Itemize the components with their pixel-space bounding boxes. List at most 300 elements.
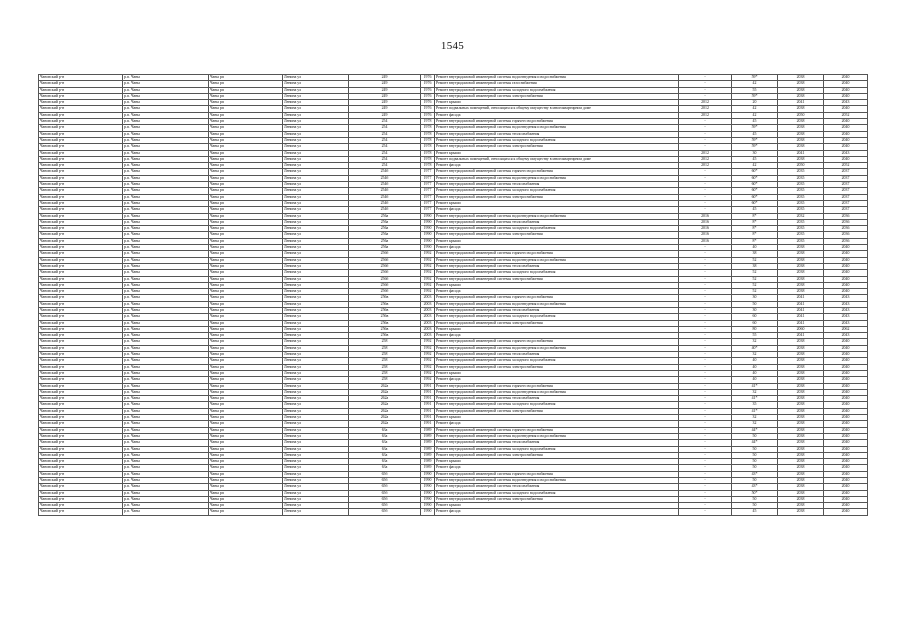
locality-cell: Чаны рп [209, 188, 283, 194]
plan-start-cell: 2038 [778, 93, 824, 99]
wear-percent-cell: 8* [732, 238, 778, 244]
year-built-cell: 1992 [421, 276, 435, 282]
year-built-cell: 1976 [421, 100, 435, 106]
plan-end-cell: 2043 [824, 320, 868, 326]
work-type-cell: Ремонт внутридомовой инженерной системы горячего водоснабжения [435, 119, 679, 125]
plan-start-cell: 2038 [778, 364, 824, 370]
year-built-cell: 1992 [421, 289, 435, 295]
wear-percent-cell: 32 [732, 421, 778, 427]
house-number-cell: 262a [349, 396, 421, 402]
locality-cell: Чаны рп [209, 106, 283, 112]
plan-start-cell: 2035 [778, 188, 824, 194]
plan-start-cell: 2060 [778, 326, 824, 332]
district-cell: Чановский р-н [39, 396, 123, 402]
locality-cell: Чаны рп [209, 370, 283, 376]
plan-start-cell: 2038 [778, 421, 824, 427]
plan-end-cell: 2040 [824, 289, 868, 295]
locality-cell: Чаны рп [209, 150, 283, 156]
district-cell: Чановский р-н [39, 484, 123, 490]
locality-cell: Чаны рп [209, 100, 283, 106]
last-repair-year-cell: - [679, 194, 732, 200]
district-cell: Чановский р-н [39, 307, 123, 313]
locality-cell: Чаны рп [209, 93, 283, 99]
work-type-cell: Ремонт внутридомовой инженерной системы электроснабжения [435, 408, 679, 414]
house-number-cell: 254б [349, 207, 421, 213]
work-type-cell: Ремонт внутридомовой инженерной системы горячего водоснабжения [435, 169, 679, 175]
plan-end-cell: 2040 [824, 75, 868, 81]
settlement-cell: р.п. Чаны [123, 364, 209, 370]
work-type-cell: Ремонт крыши [435, 503, 679, 509]
plan-end-cell: 2040 [824, 396, 868, 402]
plan-end-cell: 2040 [824, 156, 868, 162]
plan-end-cell: 2043 [824, 295, 868, 301]
district-cell: Чановский р-н [39, 459, 123, 465]
last-repair-year-cell: - [679, 326, 732, 332]
house-number-cell: 63a [349, 440, 421, 446]
plan-end-cell: 2040 [824, 440, 868, 446]
plan-end-cell: 2040 [824, 471, 868, 477]
street-cell: Ленина ул [283, 383, 349, 389]
settlement-cell: р.п. Чаны [123, 219, 209, 225]
work-type-cell: Ремонт внутридомовой инженерной системы теплоснабжения [435, 396, 679, 402]
last-repair-year-cell: - [679, 484, 732, 490]
plan-end-cell: 2040 [824, 263, 868, 269]
last-repair-year-cell: - [679, 496, 732, 502]
wear-percent-cell: 50 [732, 433, 778, 439]
year-built-cell: 1977 [421, 182, 435, 188]
district-cell: Чановский р-н [39, 301, 123, 307]
plan-end-cell: 2036 [824, 226, 868, 232]
settlement-cell: р.п. Чаны [123, 503, 209, 509]
street-cell: Ленина ул [283, 150, 349, 156]
work-type-cell: Ремонт внутридомовой инженерной системы электроснабжения [435, 364, 679, 370]
plan-end-cell: 2037 [824, 207, 868, 213]
plan-end-cell: 2040 [824, 358, 868, 364]
locality-cell: Чаны рп [209, 509, 283, 515]
house-number-cell: 258 [349, 377, 421, 383]
locality-cell: Чаны рп [209, 364, 283, 370]
settlement-cell: р.п. Чаны [123, 459, 209, 465]
last-repair-year-cell: - [679, 345, 732, 351]
year-built-cell: 1990 [421, 478, 435, 484]
district-cell: Чановский р-н [39, 503, 123, 509]
house-number-cell: 65б [349, 490, 421, 496]
plan-end-cell: 2040 [824, 251, 868, 257]
plan-start-cell: 2050 [778, 163, 824, 169]
house-number-cell: 254 [349, 137, 421, 143]
wear-percent-cell: 30 [732, 307, 778, 313]
house-number-cell: 254б [349, 200, 421, 206]
street-cell: Ленина ул [283, 333, 349, 339]
last-repair-year-cell: - [679, 358, 732, 364]
district-cell: Чановский р-н [39, 478, 123, 484]
district-cell: Чановский р-н [39, 219, 123, 225]
district-cell: Чановский р-н [39, 452, 123, 458]
street-cell: Ленина ул [283, 389, 349, 395]
plan-end-cell: 2040 [824, 402, 868, 408]
wear-percent-cell: 8* [732, 226, 778, 232]
street-cell: Ленина ул [283, 131, 349, 137]
street-cell: Ленина ул [283, 245, 349, 251]
plan-start-cell: 2038 [778, 75, 824, 81]
district-cell: Чановский р-н [39, 333, 123, 339]
last-repair-year-cell: - [679, 257, 732, 263]
last-repair-year-cell: - [679, 509, 732, 515]
plan-start-cell: 2038 [778, 137, 824, 143]
work-type-cell: Ремонт внутридомовой инженерной системы холодного водоснабжения [435, 446, 679, 452]
settlement-cell: р.п. Чаны [123, 333, 209, 339]
year-built-cell: 1978 [421, 119, 435, 125]
district-cell: Чановский р-н [39, 131, 123, 137]
year-built-cell: 1977 [421, 200, 435, 206]
district-cell: Чановский р-н [39, 119, 123, 125]
wear-percent-cell: 30 [732, 295, 778, 301]
last-repair-year-cell: - [679, 503, 732, 509]
work-type-cell: Ремонт внутридомовой инженерной системы холодного водоснабжения [435, 188, 679, 194]
last-repair-year-cell: - [679, 389, 732, 395]
district-cell: Чановский р-н [39, 175, 123, 181]
plan-end-cell: 2040 [824, 446, 868, 452]
work-type-cell: Ремонт внутридомовой инженерной системы водоотведения и водоснабжения [435, 433, 679, 439]
district-cell: Чановский р-н [39, 87, 123, 93]
house-number-cell: 262a [349, 415, 421, 421]
settlement-cell: р.п. Чаны [123, 207, 209, 213]
work-type-cell: Ремонт внутридомовой инженерной системы холодного водоснабжения [435, 87, 679, 93]
work-type-cell: Ремонт внутридомовой инженерной системы теплоснабжения [435, 219, 679, 225]
plan-end-cell: 2040 [824, 459, 868, 465]
street-cell: Ленина ул [283, 106, 349, 112]
year-built-cell: 2003 [421, 314, 435, 320]
work-type-cell: Ремонт внутридомовой инженерной системы водоотведения и водоснабжения [435, 257, 679, 263]
work-type-cell: Ремонт внутридомовой инженерной системы теплоснабжения [435, 182, 679, 188]
year-built-cell: 2003 [421, 295, 435, 301]
year-built-cell: 1990 [421, 232, 435, 238]
last-repair-year-cell: 2012 [679, 163, 732, 169]
district-cell: Чановский р-н [39, 270, 123, 276]
wear-percent-cell: 60* [732, 175, 778, 181]
last-repair-year-cell: - [679, 471, 732, 477]
year-built-cell: 1977 [421, 169, 435, 175]
year-built-cell: 1989 [421, 459, 435, 465]
plan-end-cell: 2037 [824, 200, 868, 206]
year-built-cell: 2003 [421, 301, 435, 307]
plan-end-cell: 2040 [824, 352, 868, 358]
wear-percent-cell: 40 [732, 364, 778, 370]
plan-start-cell: 2038 [778, 465, 824, 471]
locality-cell: Чаны рп [209, 238, 283, 244]
year-built-cell: 1977 [421, 175, 435, 181]
house-number-cell: 249 [349, 106, 421, 112]
settlement-cell: р.п. Чаны [123, 232, 209, 238]
plan-start-cell: 2035 [778, 226, 824, 232]
last-repair-year-cell: - [679, 307, 732, 313]
plan-end-cell: 2040 [824, 465, 868, 471]
plan-end-cell: 2036 [824, 213, 868, 219]
wear-percent-cell: 43* [732, 471, 778, 477]
plan-start-cell: 2041 [778, 301, 824, 307]
last-repair-year-cell: - [679, 352, 732, 358]
work-type-cell: Ремонт внутридомовой инженерной системы горячего водоснабжения [435, 295, 679, 301]
street-cell: Ленина ул [283, 175, 349, 181]
work-type-cell: Ремонт внутридомовой инженерной системы водоотведения и водоснабжения [435, 301, 679, 307]
plan-start-cell: 2038 [778, 106, 824, 112]
locality-cell: Чаны рп [209, 421, 283, 427]
year-built-cell: 2003 [421, 307, 435, 313]
settlement-cell: р.п. Чаны [123, 112, 209, 118]
street-cell: Ленина ул [283, 496, 349, 502]
wear-percent-cell: 38 [732, 251, 778, 257]
wear-percent-cell: 59* [732, 75, 778, 81]
plan-start-cell: 2050 [778, 112, 824, 118]
year-built-cell: 1992 [421, 257, 435, 263]
district-cell: Чановский р-н [39, 320, 123, 326]
district-cell: Чановский р-н [39, 389, 123, 395]
locality-cell: Чаны рп [209, 194, 283, 200]
last-repair-year-cell: - [679, 125, 732, 131]
page-number: 1545 [440, 40, 465, 52]
wear-percent-cell: 59* [732, 144, 778, 150]
house-number-cell: 256a [349, 245, 421, 251]
locality-cell: Чаны рп [209, 245, 283, 251]
plan-start-cell: 2041 [778, 333, 824, 339]
plan-end-cell: 2040 [824, 377, 868, 383]
last-repair-year-cell: - [679, 396, 732, 402]
locality-cell: Чаны рп [209, 415, 283, 421]
last-repair-year-cell: - [679, 490, 732, 496]
street-cell: Ленина ул [283, 490, 349, 496]
settlement-cell: р.п. Чаны [123, 150, 209, 156]
year-built-cell: 1991 [421, 421, 435, 427]
plan-start-cell: 2032 [778, 213, 824, 219]
table-row [39, 509, 868, 515]
street-cell: Ленина ул [283, 345, 349, 351]
work-type-cell: Ремонт внутридомовой инженерной системы водоотведения и водоснабжения [435, 175, 679, 181]
work-type-cell: Ремонт подвальных помещений, относящихся к общему имуществу в многоквартирном доме [435, 106, 679, 112]
locality-cell: Чаны рп [209, 396, 283, 402]
locality-cell: Чаны рп [209, 226, 283, 232]
plan-start-cell: 2038 [778, 131, 824, 137]
last-repair-year-cell: - [679, 339, 732, 345]
last-repair-year-cell: - [679, 427, 732, 433]
street-cell: Ленина ул [283, 452, 349, 458]
last-repair-year-cell: 2012 [679, 100, 732, 106]
year-built-cell: 1978 [421, 163, 435, 169]
house-number-cell: 256a [349, 238, 421, 244]
district-cell: Чановский р-н [39, 232, 123, 238]
house-number-cell: 63a [349, 433, 421, 439]
house-number-cell: 63a [349, 427, 421, 433]
wear-percent-cell: 35 [732, 402, 778, 408]
district-cell: Чановский р-н [39, 490, 123, 496]
house-number-cell: 249 [349, 87, 421, 93]
year-built-cell: 1989 [421, 452, 435, 458]
locality-cell: Чаны рп [209, 352, 283, 358]
plan-start-cell: 2041 [778, 314, 824, 320]
street-cell: Ленина ул [283, 446, 349, 452]
locality-cell: Чаны рп [209, 433, 283, 439]
district-cell: Чановский р-н [39, 471, 123, 477]
year-built-cell: 1990 [421, 496, 435, 502]
district-cell: Чановский р-н [39, 421, 123, 427]
plan-end-cell: 2040 [824, 421, 868, 427]
wear-percent-cell: 50 [732, 503, 778, 509]
wear-percent-cell: 50 [732, 459, 778, 465]
last-repair-year-cell: - [679, 93, 732, 99]
last-repair-year-cell: - [679, 175, 732, 181]
house-number-cell: 254 [349, 163, 421, 169]
wear-percent-cell: 80 [732, 326, 778, 332]
year-built-cell: 1976 [421, 112, 435, 118]
last-repair-year-cell: - [679, 81, 732, 87]
last-repair-year-cell: - [679, 377, 732, 383]
wear-percent-cell: 60* [732, 169, 778, 175]
plan-end-cell: 2043 [824, 301, 868, 307]
house-number-cell: 254б [349, 182, 421, 188]
settlement-cell: р.п. Чаны [123, 131, 209, 137]
settlement-cell: р.п. Чаны [123, 415, 209, 421]
wear-percent-cell: 8* [732, 232, 778, 238]
settlement-cell: р.п. Чаны [123, 289, 209, 295]
last-repair-year-cell: - [679, 131, 732, 137]
work-type-cell: Ремонт фасада [435, 207, 679, 213]
street-cell: Ленина ул [283, 119, 349, 125]
locality-cell: Чаны рп [209, 427, 283, 433]
street-cell: Ленина ул [283, 295, 349, 301]
last-repair-year-cell: - [679, 333, 732, 339]
wear-percent-cell: 52 [732, 276, 778, 282]
work-type-cell: Ремонт крыши [435, 200, 679, 206]
last-repair-year-cell: 2016 [679, 238, 732, 244]
street-cell: Ленина ул [283, 251, 349, 257]
locality-cell: Чаны рп [209, 144, 283, 150]
district-cell: Чановский р-н [39, 194, 123, 200]
settlement-cell: р.п. Чаны [123, 421, 209, 427]
locality-cell: Чаны рп [209, 131, 283, 137]
work-type-cell: Ремонт фасада [435, 333, 679, 339]
locality-cell: Чаны рп [209, 81, 283, 87]
last-repair-year-cell: - [679, 402, 732, 408]
work-type-cell: Ремонт крыши [435, 150, 679, 156]
settlement-cell: р.п. Чаны [123, 440, 209, 446]
year-built-cell: 1992 [421, 352, 435, 358]
house-number-cell: 256в [349, 320, 421, 326]
plan-end-cell: 2040 [824, 257, 868, 263]
last-repair-year-cell: - [679, 119, 732, 125]
district-cell: Чановский р-н [39, 137, 123, 143]
settlement-cell: р.п. Чаны [123, 156, 209, 162]
street-cell: Ленина ул [283, 100, 349, 106]
street-cell: Ленина ул [283, 289, 349, 295]
last-repair-year-cell: - [679, 207, 732, 213]
wear-percent-cell: 52 [732, 289, 778, 295]
street-cell: Ленина ул [283, 137, 349, 143]
district-cell: Чановский р-н [39, 213, 123, 219]
year-built-cell: 1990 [421, 213, 435, 219]
work-type-cell: Ремонт подвальных помещений, относящихся к общему имуществу в многоквартирном доме [435, 156, 679, 162]
plan-start-cell: 2038 [778, 415, 824, 421]
plan-start-cell: 2038 [778, 370, 824, 376]
house-number-cell: 65б [349, 503, 421, 509]
year-built-cell: 1989 [421, 427, 435, 433]
plan-start-cell: 2038 [778, 408, 824, 414]
work-type-cell: Ремонт внутридомовой инженерной системы электроснабжения [435, 93, 679, 99]
last-repair-year-cell: - [679, 188, 732, 194]
settlement-cell: р.п. Чаны [123, 490, 209, 496]
wear-percent-cell: 8* [732, 219, 778, 225]
last-repair-year-cell: - [679, 433, 732, 439]
street-cell: Ленина ул [283, 509, 349, 515]
wear-percent-cell: 50 [732, 301, 778, 307]
wear-percent-cell: 60 [732, 314, 778, 320]
district-cell: Чановский р-н [39, 408, 123, 414]
year-built-cell: 1978 [421, 131, 435, 137]
plan-start-cell: 2035 [778, 200, 824, 206]
settlement-cell: р.п. Чаны [123, 496, 209, 502]
street-cell: Ленина ул [283, 471, 349, 477]
settlement-cell: р.п. Чаны [123, 326, 209, 332]
house-number-cell: 256в [349, 333, 421, 339]
plan-end-cell: 2037 [824, 169, 868, 175]
house-number-cell: 254 [349, 144, 421, 150]
plan-start-cell: 2038 [778, 257, 824, 263]
house-number-cell: 262a [349, 383, 421, 389]
house-number-cell: 254б [349, 194, 421, 200]
settlement-cell: р.п. Чаны [123, 383, 209, 389]
plan-start-cell: 2038 [778, 270, 824, 276]
last-repair-year-cell: 2012 [679, 150, 732, 156]
last-repair-year-cell: - [679, 276, 732, 282]
settlement-cell: р.п. Чаны [123, 119, 209, 125]
plan-start-cell: 2038 [778, 433, 824, 439]
plan-end-cell: 2040 [824, 408, 868, 414]
work-type-cell: Ремонт фасада [435, 421, 679, 427]
settlement-cell: р.п. Чаны [123, 188, 209, 194]
settlement-cell: р.п. Чаны [123, 471, 209, 477]
house-number-cell: 262a [349, 408, 421, 414]
settlement-cell: р.п. Чаны [123, 200, 209, 206]
plan-start-cell: 2041 [778, 307, 824, 313]
plan-start-cell: 2041 [778, 295, 824, 301]
street-cell: Ленина ул [283, 75, 349, 81]
house-number-cell: 256в [349, 307, 421, 313]
street-cell: Ленина ул [283, 144, 349, 150]
last-repair-year-cell: - [679, 169, 732, 175]
wear-percent-cell: 59* [732, 137, 778, 143]
wear-percent-cell: 59* [732, 93, 778, 99]
house-number-cell: 65б [349, 484, 421, 490]
street-cell: Ленина ул [283, 370, 349, 376]
street-cell: Ленина ул [283, 352, 349, 358]
district-cell: Чановский р-н [39, 465, 123, 471]
locality-cell: Чаны рп [209, 402, 283, 408]
settlement-cell: р.п. Чаны [123, 339, 209, 345]
locality-cell: Чаны рп [209, 156, 283, 162]
settlement-cell: р.п. Чаны [123, 452, 209, 458]
street-cell: Ленина ул [283, 270, 349, 276]
wear-percent-cell: 55 [732, 333, 778, 339]
locality-cell: Чаны рп [209, 377, 283, 383]
wear-percent-cell: 55 [732, 87, 778, 93]
locality-cell: Чаны рп [209, 276, 283, 282]
settlement-cell: р.п. Чаны [123, 352, 209, 358]
work-type-cell: Ремонт крыши [435, 370, 679, 376]
wear-percent-cell: 50* [732, 490, 778, 496]
street-cell: Ленина ул [283, 408, 349, 414]
street-cell: Ленина ул [283, 93, 349, 99]
plan-start-cell: 2038 [778, 276, 824, 282]
locality-cell: Чаны рп [209, 333, 283, 339]
house-number-cell: 249 [349, 112, 421, 118]
